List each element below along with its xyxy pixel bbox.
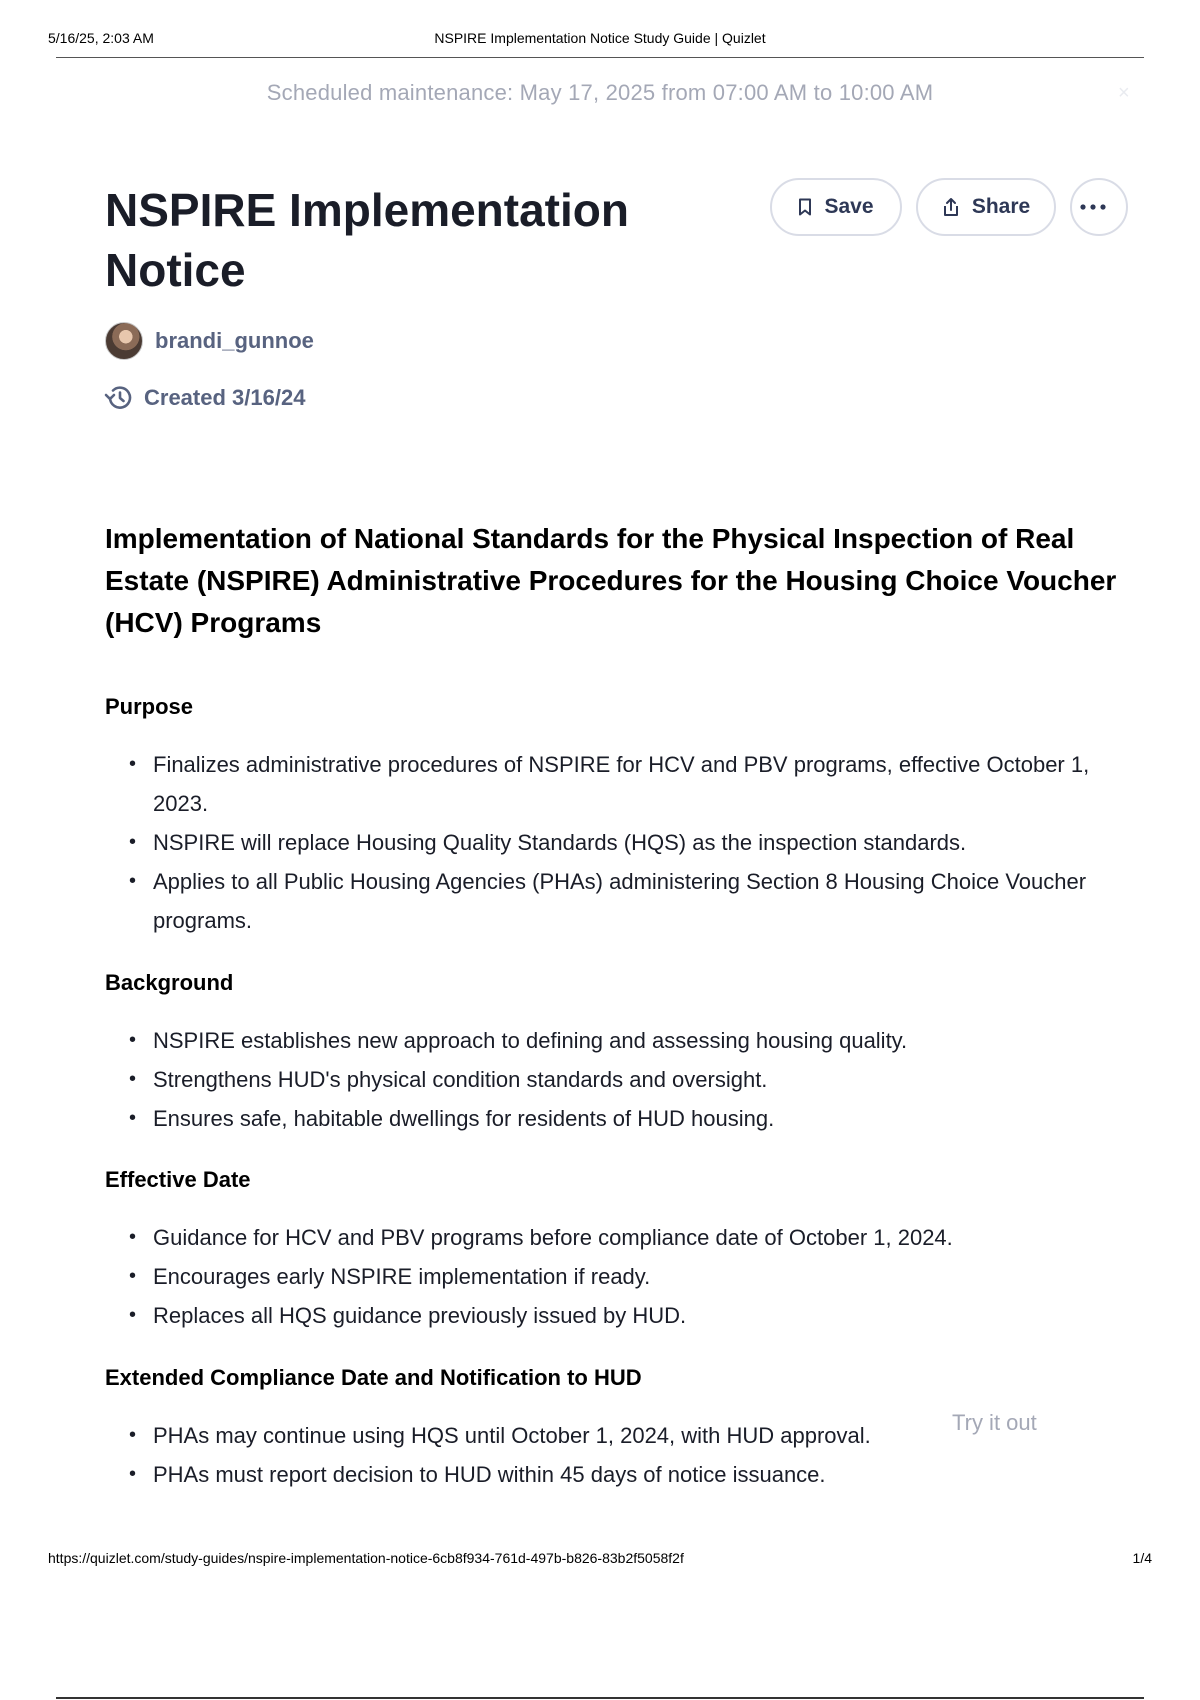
list-item: • PHAs must report decision to HUD within 45 days of notice issuance. [129,1462,826,1487]
list-item: • Ensures safe, habitable dwellings for residents of HUD housing. [129,1106,775,1131]
list-item: • Strengthens HUD's physical condition standards and oversight. [129,1067,768,1092]
header-divider [56,57,1144,58]
page-number: 1/4 [1132,1550,1152,1566]
print-header [48,30,1152,50]
bullet-list [105,745,1105,940]
study-guide-heading: Implementation of National Standards for the Physical Inspection of Real Estate (NSPIRE) Administrative Procedures for the Housing Choice Voucher (HCV) Programs [105,523,1117,638]
save-button[interactable] [770,178,902,236]
print-datetime: 5/16/25, 2:03 AM [48,30,154,46]
page-title: NSPIRE Implementation Notice [105,184,629,296]
created-date [104,384,305,412]
list-item: • PHAs may continue using HQS until October 1, 2024, with HUD approval. [129,1423,871,1448]
bullet-list [105,1218,1105,1335]
page-url: https://quizlet.com/study-guides/nspire-implementation-notice-6cb8f934-761d-497b-b826-83b2f5058f2f [48,1550,684,1566]
section-title: Purpose [105,694,194,719]
share-label: Share [971,195,1031,218]
try-it-out-link[interactable]: Try it out [952,1410,1037,1435]
author-name[interactable]: brandi_gunnoe [155,328,314,353]
list-item: • Replaces all HQS guidance previously issued by HUD. [129,1303,687,1328]
section-effective-date [105,1165,1105,1335]
save-label: Save [824,195,874,218]
maintenance-banner: Scheduled maintenance: May 17, 2025 from 07:00 AM to 10:00 AM [266,80,934,105]
list-item: • Encourages early NSPIRE implementation if ready. [129,1264,651,1289]
avatar[interactable] [105,322,143,360]
print-title: NSPIRE Implementation Notice Study Guide | Quizlet [434,30,766,46]
section-title: Background [105,970,234,995]
section-title: Extended Compliance Date and Notification to HUD [105,1365,642,1390]
share-icon [942,197,960,217]
action-bar [770,178,1128,236]
bookmark-icon [798,198,812,216]
more-horizontal-icon [1080,204,1106,210]
section-background [105,968,1105,1138]
list-item: • NSPIRE will replace Housing Quality Standards (HQS) as the inspection standards. [129,830,967,855]
list-item: • Guidance for HCV and PBV programs before compliance date of October 1, 2024. [129,1225,953,1250]
study-guide-content [105,692,1105,1494]
share-button[interactable] [916,178,1056,236]
footer-divider [56,1697,1144,1699]
print-footer [48,1550,1152,1570]
section-purpose [105,692,1105,940]
close-icon[interactable]: × [1118,82,1130,104]
created-label: Created 3/16/24 [144,385,306,410]
section-title: Effective Date [105,1167,251,1192]
list-item: • NSPIRE establishes new approach to defining and assessing housing quality. [129,1028,908,1053]
list-item: • Finalizes administrative procedures of NSPIRE for HCV and PBV programs, effective October 1, 2023. [129,752,1090,816]
bullet-list [105,1021,1105,1138]
history-icon [104,384,134,412]
more-options-button[interactable] [1070,178,1128,236]
author-info[interactable] [105,322,314,360]
list-item: • Applies to all Public Housing Agencies (PHAs) administering Section 8 Housing Choice Voucher programs. [129,869,1087,933]
